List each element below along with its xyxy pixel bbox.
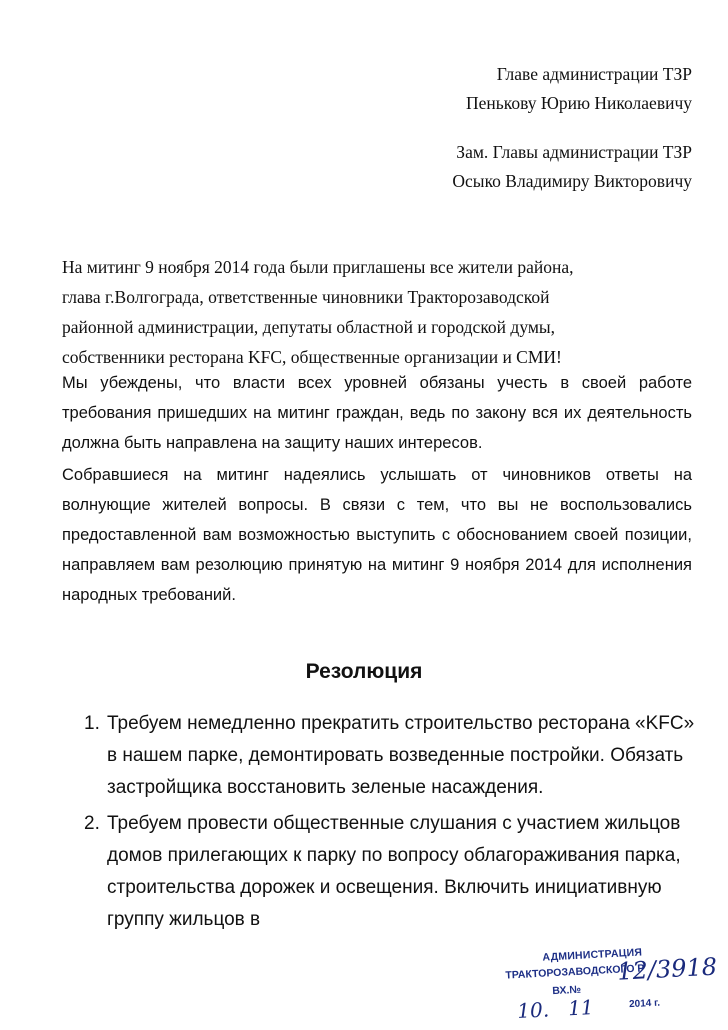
resolution-list: [62, 708, 702, 940]
intro-line: районной администрации, депутаты областной и городской думы,: [62, 317, 556, 337]
addressee-line: Зам. Главы администрации ТЗР: [456, 142, 692, 162]
stamp-registration-number: 12/3918: [616, 952, 718, 986]
resolution-item: [62, 808, 702, 936]
addressee-line: Осыко Владимиру Викторовичу: [452, 171, 692, 191]
intro-line: На митинг 9 ноября 2014 года были приглашены все жители района,: [62, 257, 574, 277]
addressee-head: [466, 60, 692, 118]
stamp-inbox-label: ВХ.№: [551, 983, 582, 998]
intro-line: собственники ресторана KFC, общественные организации и СМИ!: [62, 347, 562, 367]
stamp-district-line: ТРАКТОРОЗАВОДСКОГО Р: [505, 962, 645, 982]
resolution-item-text: Требуем немедленно прекратить строительство ресторана «KFC» в нашем парке, демонтировать возведенные постройки. Обязать застройщика восстановить зеленые насаждения.: [107, 713, 695, 798]
resolution-title: Резолюция: [305, 660, 423, 683]
stamp-year: 2014 г.: [628, 997, 661, 1011]
addressee-line: Главе администрации ТЗР: [496, 64, 692, 84]
stamp-org-line: АДМИНИСТРАЦИЯ: [542, 946, 643, 964]
resolution-item: [62, 708, 702, 804]
stamp-date: 10. 11: [516, 995, 595, 1024]
intro-paragraph: [62, 252, 692, 372]
addressee-deputy: [452, 138, 692, 196]
intro-line: глава г.Волгограда, ответственные чиновники Тракторозаводской: [62, 287, 550, 307]
resolution-item-number: 2.: [84, 813, 100, 834]
addressee-line: Пенькову Юрию Николаевичу: [465, 93, 692, 113]
resolution-item-text: Требуем провести общественные слушания с участием жильцов домов прилегающих к парку по вопросу облагораживания парка, строительства дорожек и освещения. Включить инициативную группу жильцов в: [107, 813, 681, 930]
registration-stamp: [498, 938, 728, 1030]
resolution-item-number: 1.: [84, 713, 100, 734]
belief-paragraph: Мы убеждены, что власти всех уровней обязаны учесть в своей работе требования пришедших на митинг граждан, ведь по закону вся их деятельность должна быть направлена на защиту наших интересов.: [62, 374, 692, 452]
request-paragraph: Собравшиеся на митинг надеялись услышать от чиновников ответы на волнующие жителей вопросы. В связи с тем, что вы не воспользовались предоставленной вам возможностью выступить с обоснованием своей позиции, направляем вам резолюцию принятую на митинг 9 ноября 2014 для исполнения народных требований.: [62, 466, 692, 604]
